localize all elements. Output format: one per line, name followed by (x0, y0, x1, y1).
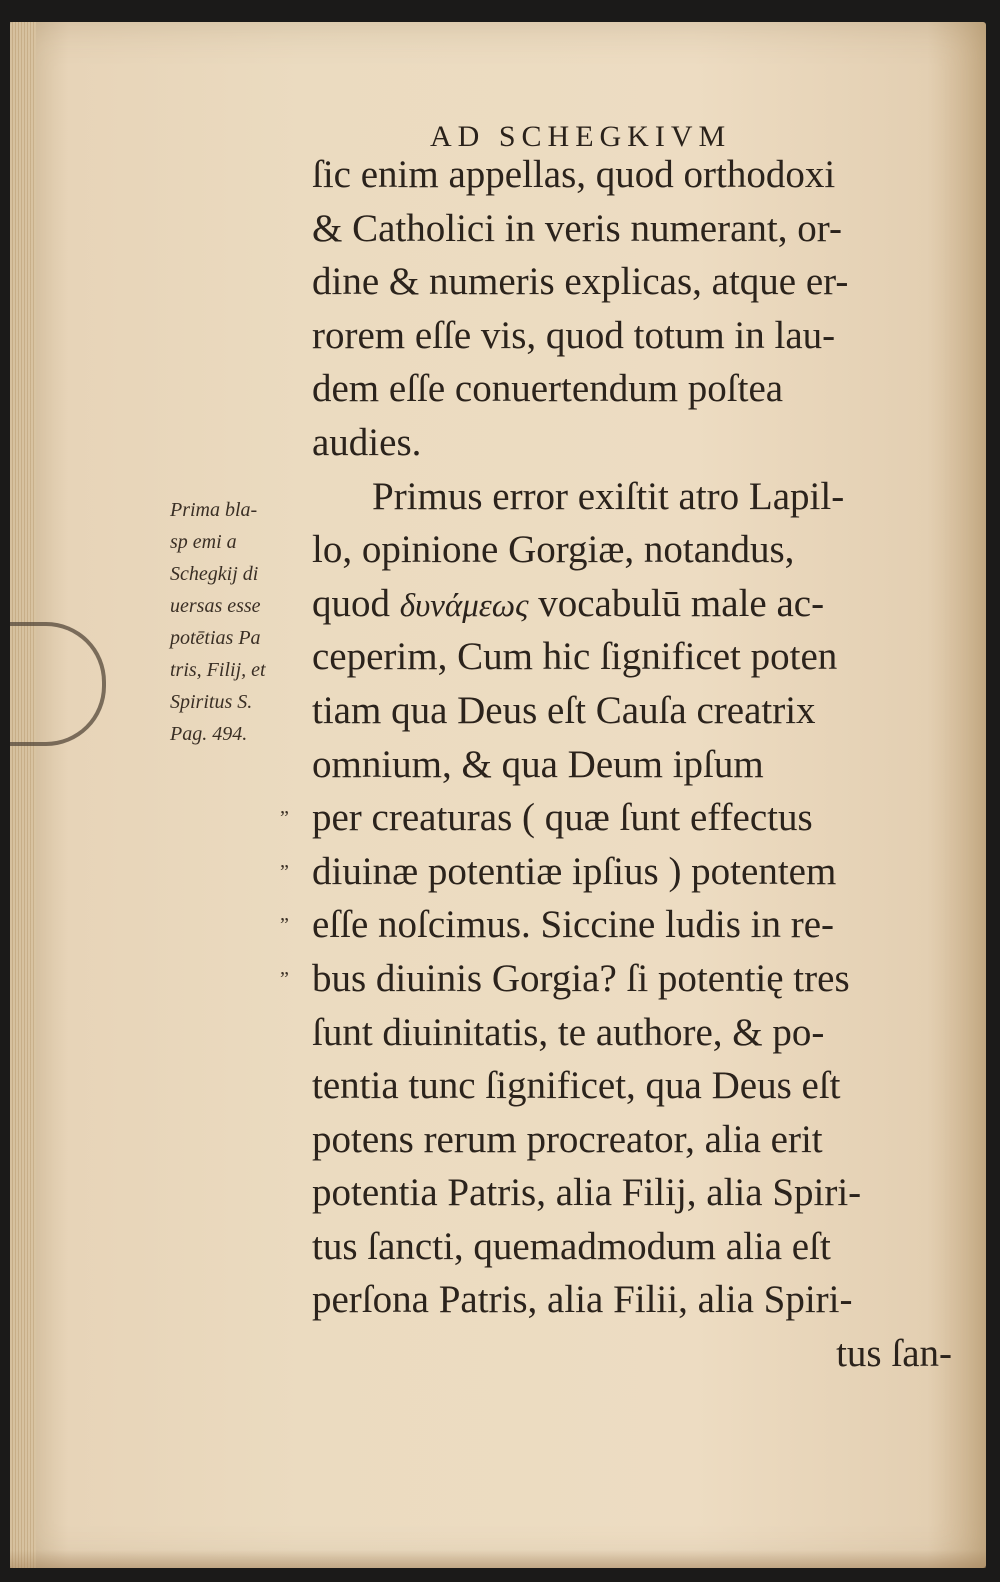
text-line: tus ſancti, quemadmodum alia eſt (312, 1224, 831, 1268)
running-head: AD SCHEGKIVM (430, 120, 732, 153)
margin-note-line: potētias Pa (170, 627, 261, 649)
margin-note (170, 494, 320, 750)
text-line: potens rerum procreator, alia erit (312, 1117, 823, 1161)
text-line: lo, opinione Gorgiæ, notandus, (312, 528, 795, 572)
margin-note-line: Pag. 494. (170, 723, 248, 745)
text-line: tentia tunc ſignificet, qua Deus eſt (312, 1064, 841, 1108)
text-line: eſſe noſcimus. Siccine ludis in re- (312, 903, 835, 947)
text-line: dine & numeris explicas, atque er- (312, 260, 849, 304)
quote-mark: ” (280, 807, 289, 829)
margin-note-line: tris, Filij, et (170, 659, 266, 681)
quote-mark: ” (280, 860, 289, 883)
body-text (312, 148, 962, 1381)
text-line: tiam qua Deus eſt Cauſa creatrix (312, 688, 816, 732)
text-line: perſona Patris, alia Filii, alia Spiri- (312, 1278, 853, 1322)
text-line: Primus error exiſtit atro Lapil- (372, 474, 845, 518)
margin-note-line: uersas esse (170, 595, 261, 617)
text-line: ſunt diuinitatis, te authore, & po- (312, 1010, 825, 1054)
text-line: audies. (312, 420, 422, 464)
text-line: rorem eſſe vis, quod totum in lau- (312, 313, 836, 357)
text-segment: vocabulū male ac- (538, 581, 825, 625)
text-line: ſic enim appellas, quod orthodoxi (312, 153, 836, 196)
text-line: & Catholici in veris numerant, or- (312, 206, 842, 250)
quote-mark: ” (280, 967, 289, 990)
text-line: per creaturas ( quæ ſunt effectus (312, 796, 813, 840)
page-edge-left (10, 22, 36, 1568)
text-line: bus diuinis Gorgia? ſi potentię tres (312, 956, 850, 1000)
text-line: ceperim, Cum hic ſignificet poten (312, 635, 838, 679)
quote-marks (280, 808, 304, 1022)
page-edge-bottom (10, 1550, 986, 1568)
text-line-with-greek (312, 577, 962, 631)
text-line: diuinæ potentiæ ipſius ) potentem (312, 849, 837, 893)
text-segment: quod (312, 581, 400, 625)
text-line: dem eſſe conuertendum poſtea (312, 367, 784, 411)
text-line: potentia Patris, alia Filij, alia Spiri- (312, 1171, 862, 1215)
text-line: omnium, & qua Deum ipſum (312, 742, 764, 786)
margin-note-line: Schegkij di (170, 563, 259, 585)
margin-note-line: sp emi a (170, 531, 237, 553)
margin-note-line: Prima bla- (170, 499, 258, 521)
quote-mark: ” (280, 914, 289, 937)
greek-word: δυνάμεως (399, 587, 529, 624)
margin-note-line: Spiritus S. (170, 691, 253, 713)
catchword: tus ſan- (836, 1332, 952, 1376)
